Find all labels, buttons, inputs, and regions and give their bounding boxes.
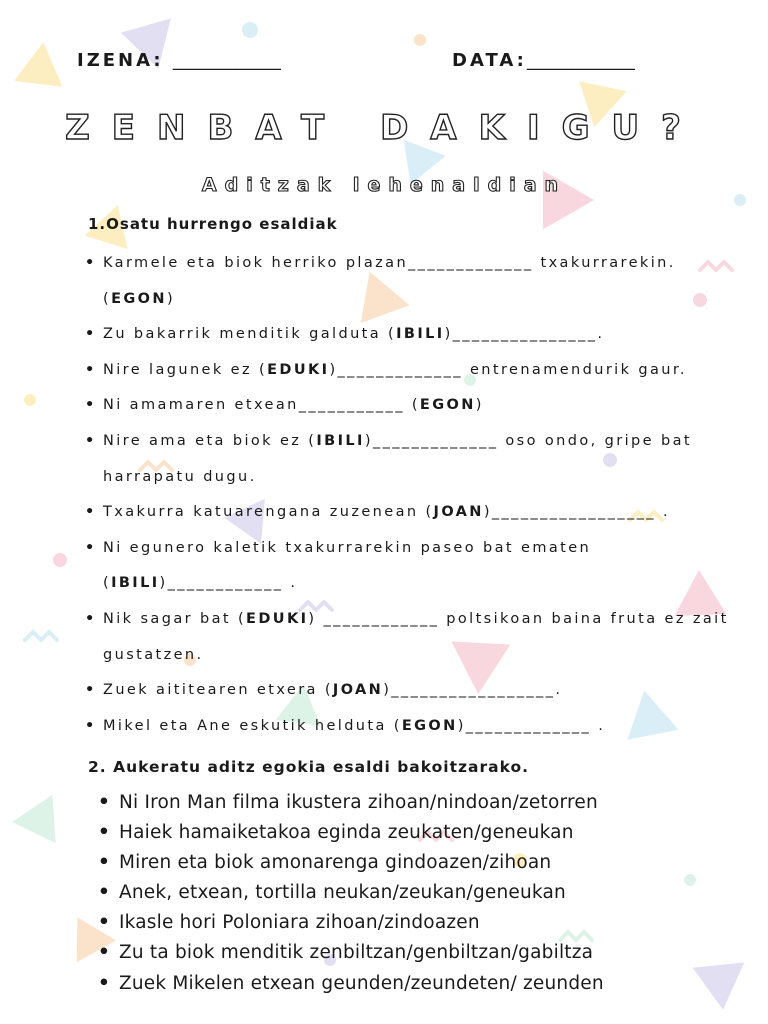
exercise1-item: • Karmele eta biok herriko plazan_____________ txakurrarekin. (EGON)	[82, 246, 754, 317]
date-label: DATA:	[452, 50, 527, 71]
name-blank: ____________	[172, 50, 281, 71]
exercise2-item: • Ni Iron Man filma ikustera zihoan/nindoan/zetorren	[96, 788, 756, 818]
exercise1-item: • Ni amamaren etxean___________ (EGON)	[82, 388, 754, 424]
exercise1-item: • Zu bakarrik menditik galduta (IBILI)_______________.	[82, 317, 754, 353]
exercise1-item: • Txakurra katuarengana zuzenean (JOAN)_________________ .	[82, 495, 754, 531]
exercise1-item: • Nik sagar bat (EDUKI) ____________ poltsikoan baina fruta ez zait gustatzen.	[82, 602, 754, 673]
exercise2-item: • Miren eta biok amonarenga gindoazen/zihoan	[96, 848, 756, 878]
exercise2-item: • Zu ta biok menditik zenbiltzan/genbiltzan/gabiltza	[96, 938, 756, 968]
exercise2-list	[96, 788, 756, 999]
exercise1-item: • Mikel eta Ane eskutik helduta (EGON)_____________ .	[82, 709, 754, 745]
date-field	[452, 50, 635, 71]
date-blank: ____________	[526, 50, 635, 71]
exercise2-heading: 2. Aukeratu aditz egokia esaldi bakoitzarako.	[88, 758, 530, 776]
exercise1-item: • Zuek aititearen etxera (JOAN)_________________.	[82, 673, 754, 709]
exercise1-item: • Nire ama eta biok ez (IBILI)_____________ oso ondo, gripe bat harrapatu dugu.	[82, 424, 754, 495]
exercise1-list	[82, 246, 754, 744]
exercise1-heading: 1.Osatu hurrengo esaldiak	[88, 215, 338, 233]
exercise2-item: • Haiek hamaiketakoa eginda zeukaten/geneukan	[96, 818, 756, 848]
name-label: IZENA:	[77, 50, 164, 71]
page-title: ZENBAT DAKIGU?	[65, 108, 703, 148]
page-subtitle: Aditzak lehenaldian	[201, 174, 567, 196]
exercise1-item: • Nire lagunek ez (EDUKI)_____________ entrenamendurik gaur.	[82, 353, 754, 389]
name-field	[77, 50, 281, 71]
exercise2-item: • Ikasle hori Poloniara zihoan/zindoazen	[96, 908, 756, 938]
exercise2-item: • Zuek Mikelen etxean geunden/zeundeten/ zeunden	[96, 969, 756, 999]
exercise1-item: • Ni egunero kaletik txakurrarekin paseo bat ematen (IBILI)____________ .	[82, 531, 754, 602]
exercise2-item: • Anek, etxean, tortilla neukan/zeukan/geneukan	[96, 878, 756, 908]
